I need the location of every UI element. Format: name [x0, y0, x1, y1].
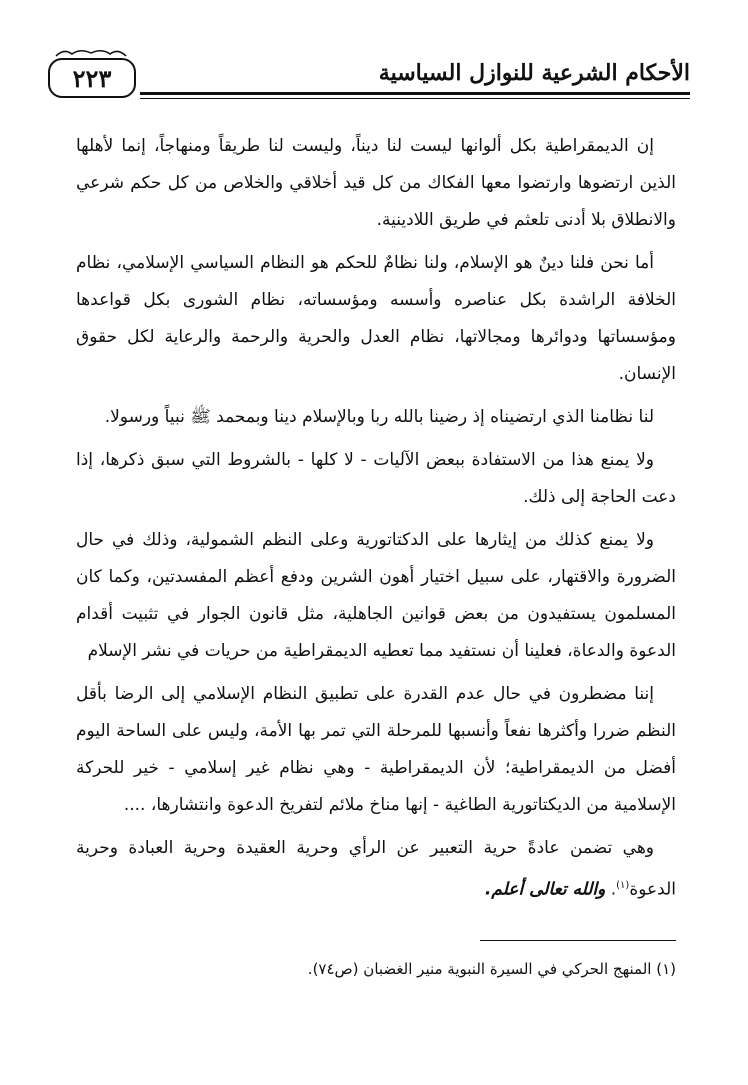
- paragraph-3: لنا نظامنا الذي ارتضيناه إذ رضينا بالله ربا وبالإسلام دينا وبمحمد ﷺ نبياً ورسولا.: [104, 407, 654, 427]
- paragraph-2: أما نحن فلنا دينٌ هو الإسلام، ولنا نظامٌ للحكم هو النظام السياسي الإسلامي، نظام الخلافة الراشدة بكل عناصره وأسسه ومؤسساته، نظام الشورى بكل قواعدها ومؤسساتها ودوائرها ومجالاتها، نظام العدل والحرية والرحمة والرعاية لكل حقوق الإنسان.: [76, 253, 676, 384]
- page-number: ٢٢٣: [48, 58, 136, 98]
- paragraph-6: إننا مضطرون في حال عدم القدرة على تطبيق النظام الإسلامي إلى الرضا بأقل النظم ضررا وأكثرها نفعاً وأنسبها للمرحلة التي تمر بها الأمة، وليس على الساحة اليوم أفضل من الديمقراطية؛ لأن الديمقراطية - وهي نظام غير إسلامي - خير للحركة الإسلامية من الديكتاتورية الطاغية - إنها مناخ ملائم لتفريخ الدعوة وانتشارها، ....: [76, 684, 676, 815]
- footnote-rule: [480, 940, 676, 941]
- paragraph-4: ولا يمنع هذا من الاستفادة ببعض الآليات - لا كلها - بالشروط التي سبق ذكرها، إذا دعت الحاجة إلى ذلك.: [76, 450, 676, 507]
- closing-phrase: والله تعالى أعلم.: [484, 879, 606, 900]
- header-rule-thin: [140, 98, 690, 99]
- body-text: [76, 128, 676, 915]
- page-header: [40, 48, 690, 108]
- header-rule-thick: [140, 92, 690, 95]
- paragraph-5: ولا يمنع كذلك من إيثارها على الدكتاتورية وعلى النظم الشمولية، وذلك في حال الضرورة والاقتهار، على سبيل اختيار أهون الشرين ودفع أعظم المفسدتين، وكما كان المسلمون يستفيدون من بعض قوانين الجاهلية، مثل قانون الجوار في تثبيت أقدام الدعوة والدعاة، فعلينا أن نستفيد مما تعطيه الديمقراطية من حريات في نشر الإسلام: [76, 530, 676, 661]
- ornament-icon: [54, 48, 128, 58]
- footnote-marker: (١): [616, 880, 630, 891]
- paragraph-1: إن الديمقراطية بكل ألوانها ليست لنا ديناً، وليست لنا طريقاً ومنهاجاً، إنما لأهلها الذين ارتضوها وارتضوا معها الفكاك من كل قيد أخلاقي والخلاص من كل حكم شرعي والانطلاق بلا أدنى تلعثم في طريق اللادينية.: [76, 136, 676, 230]
- paragraph-7-text: وهي تضمن عادةً حرية التعبير عن الرأي وحرية العقيدة وحرية العبادة وحرية الدعوة: [76, 838, 676, 900]
- footnote: (١) المنهج الحركي في السيرة النبوية منير الغضبان (ص٧٤).: [307, 960, 676, 978]
- running-title: الأحكام الشرعية للنوازل السياسية: [378, 60, 690, 86]
- paragraph-7: وهي تضمن عادةً حرية التعبير عن الرأي وحرية العقيدة وحرية العبادة وحرية الدعوة$^{(١)}$. والله تعالى أعلم.: [76, 838, 676, 900]
